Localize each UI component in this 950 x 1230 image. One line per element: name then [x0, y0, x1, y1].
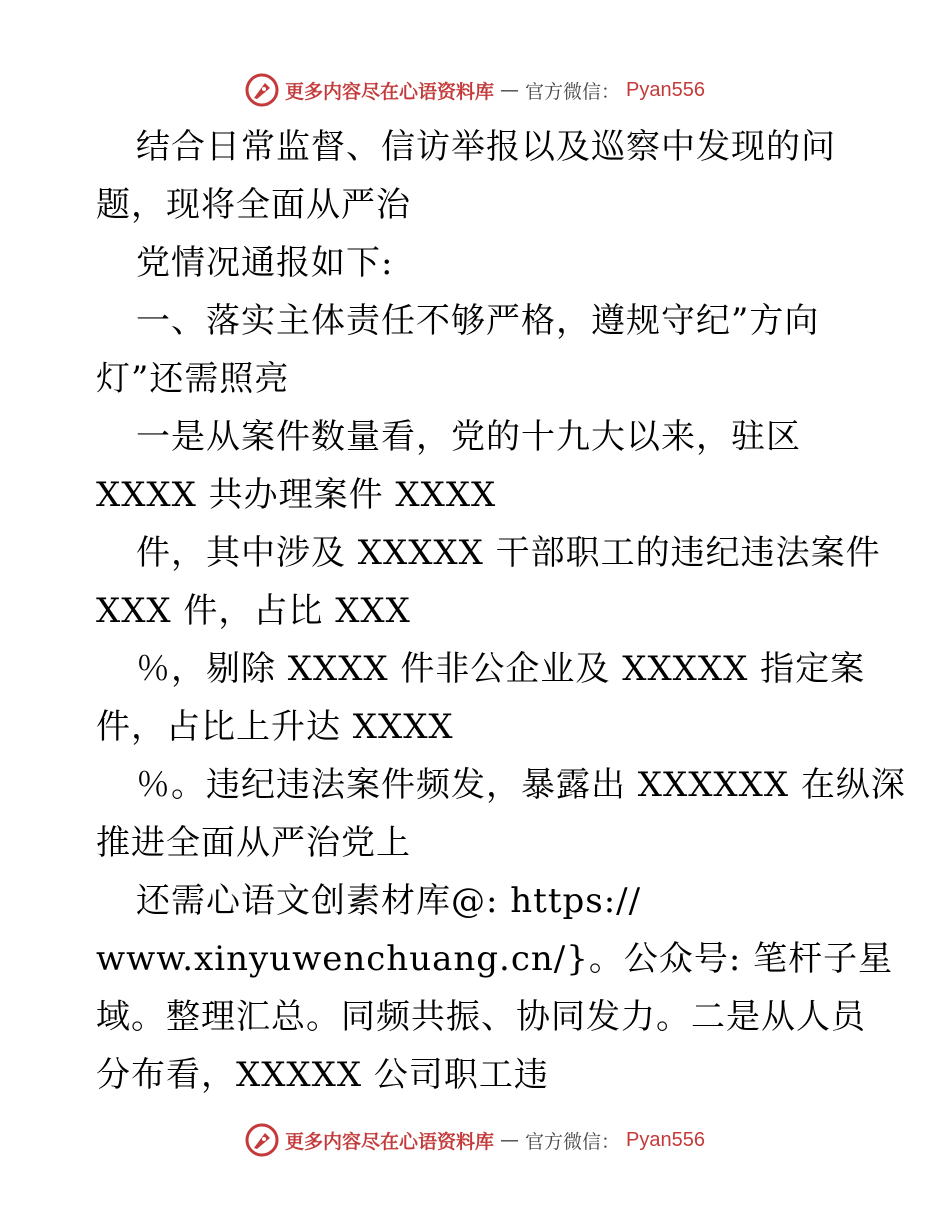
banner-wechat-id: Pyan556 — [626, 78, 705, 101]
body-line-14: 还需心语文创素材库@: https:// — [136, 881, 642, 921]
header-watermark-banner — [0, 70, 950, 110]
body-line-15: www.xinyuwenchuang.cn/}。公众号: 笔杆子星 — [96, 939, 894, 979]
body-line-10: ％，剔除 XXXX 件非公企业及 XXXXX 指定案 — [136, 649, 866, 689]
banner-separator: — — [500, 1129, 520, 1151]
banner-separator: — — [500, 79, 520, 101]
banner-wechat-id: Pyan556 — [626, 1128, 705, 1151]
banner-wechat-label: 官方微信： — [525, 1130, 621, 1153]
pen-nib-icon — [245, 1123, 279, 1157]
footer-watermark-banner — [0, 1120, 950, 1160]
body-line-6: 一是从案件数量看，党的十九大以来，驻区 — [136, 417, 801, 457]
body-line-7: XXXX 共办理案件 XXXX — [96, 475, 497, 515]
body-line-2: 题，现将全面从严治 — [96, 185, 411, 225]
banner-brand-text: 更多内容尽在心语资料库 — [285, 80, 495, 103]
body-line-4: 一、落实主体责任不够严格，遵规守纪”方向 — [136, 301, 820, 341]
body-line-5: 灯”还需照亮 — [96, 359, 290, 399]
body-line-1: 结合日常监督、信访举报以及巡察中发现的问 — [136, 127, 836, 167]
body-line-9: XXX 件，占比 XXX — [96, 591, 411, 631]
pen-nib-icon — [245, 73, 279, 107]
body-line-13: 推进全面从严治党上 — [96, 823, 411, 863]
body-line-12: ％。违纪违法案件频发，暴露出 XXXXXX 在纵深 — [136, 765, 906, 805]
body-line-17: 分布看，XXXXX 公司职工违 — [96, 1055, 549, 1095]
body-line-3: 党情况通报如下: — [136, 243, 394, 283]
body-line-8: 件，其中涉及 XXXXX 干部职工的违纪违法案件 — [136, 533, 881, 573]
document-body — [96, 118, 906, 1104]
banner-wechat-label: 官方微信： — [525, 80, 621, 103]
body-line-11: 件，占比上升达 XXXX — [96, 707, 454, 747]
banner-brand-text: 更多内容尽在心语资料库 — [285, 1130, 495, 1153]
body-line-16: 域。整理汇总。同频共振、协同发力。二是从人员 — [96, 997, 866, 1037]
